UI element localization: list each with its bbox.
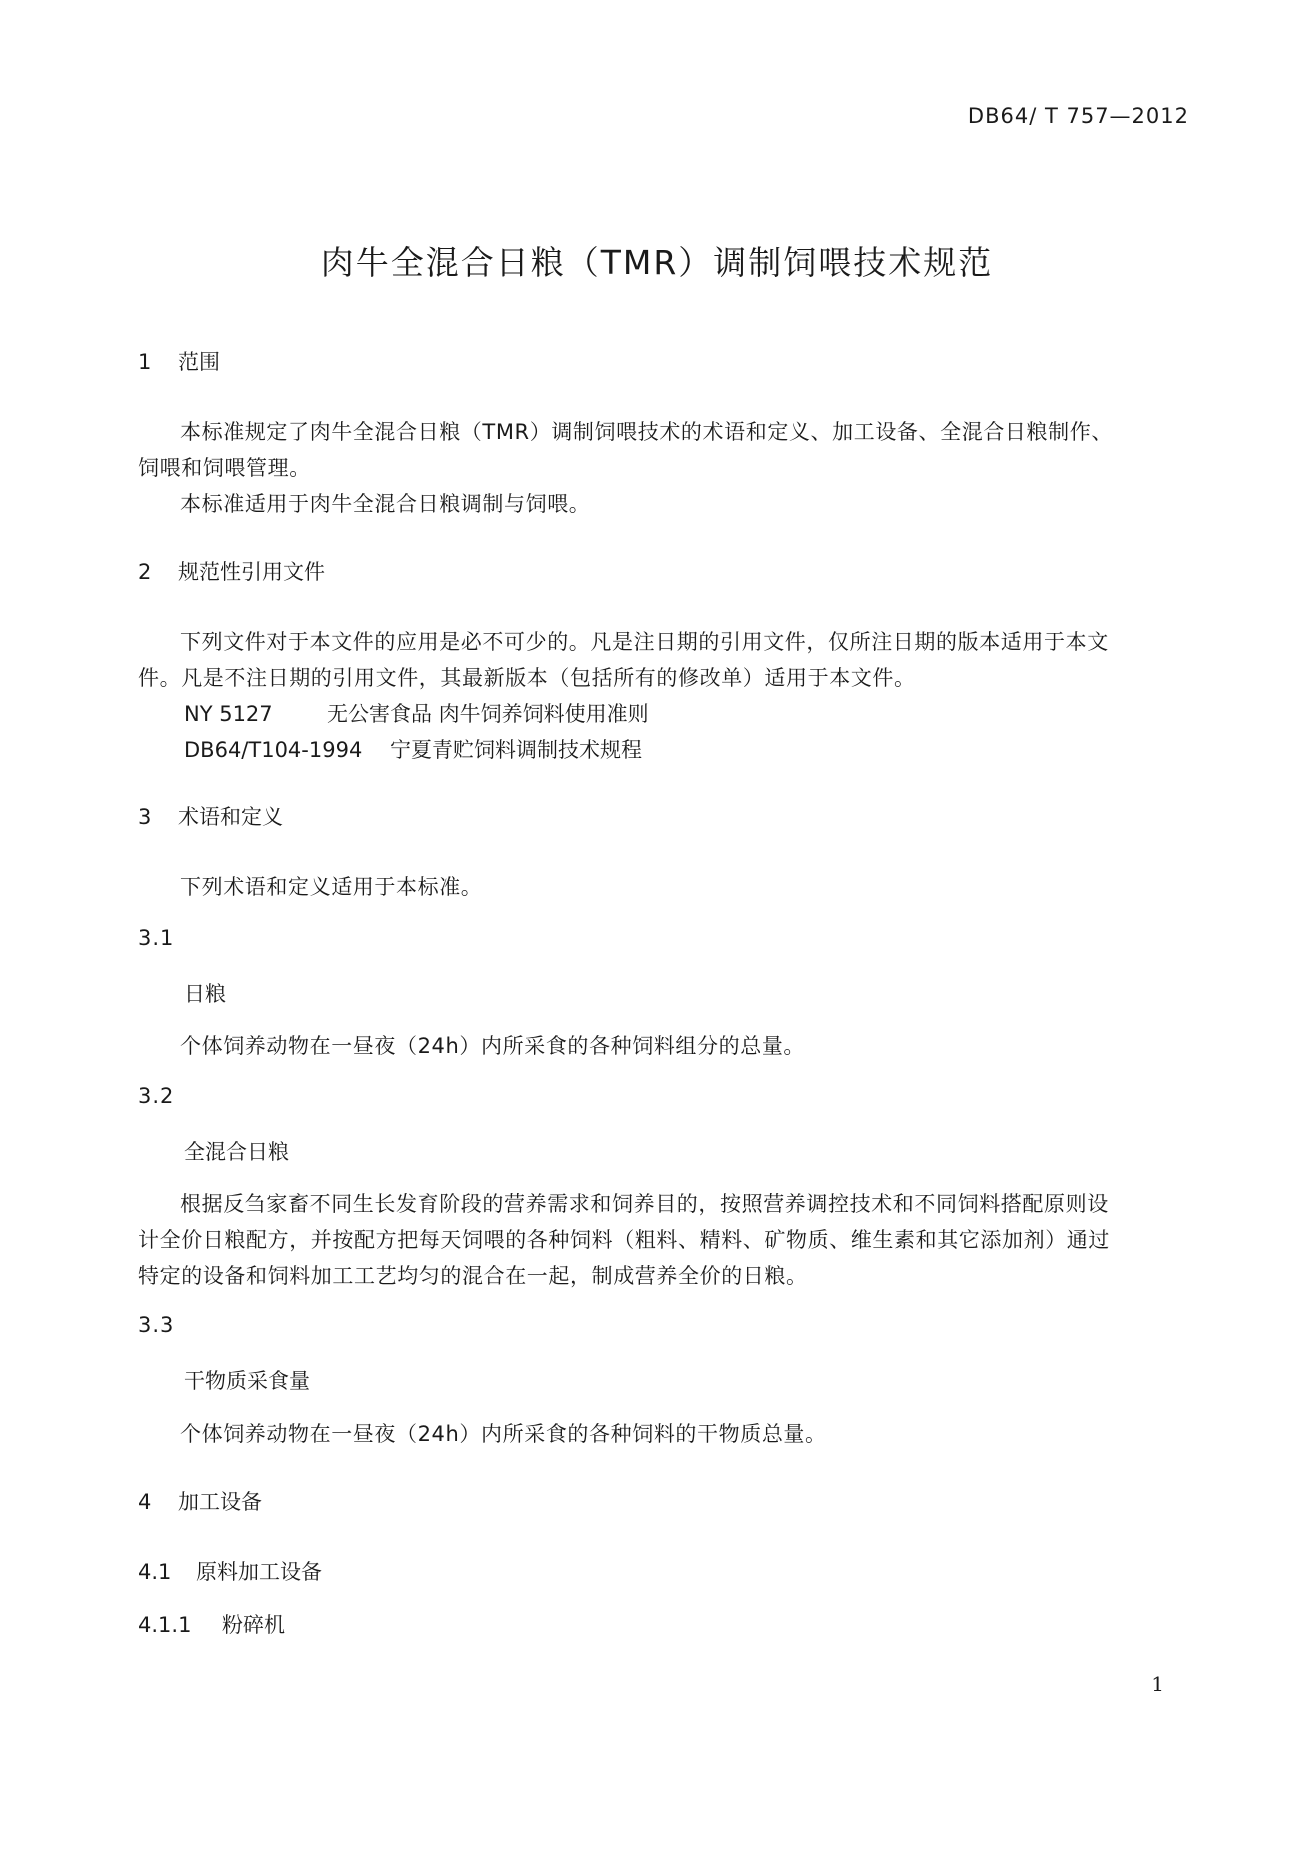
normative-reference [184,698,649,728]
reference-title: 宁夏青贮饲料调制技术规程 [390,738,642,762]
section-1-para-line1: 本标准规定了肉牛全混合日粮（TMR）调制饲喂技术的术语和定义、加工设备、全混合日粮制作、 [180,420,1113,444]
section-title: 范围 [178,350,220,374]
subsection-title: 粉碎机 [222,1613,285,1637]
reference-title: 无公害食品 肉牛饲养饲料使用准则 [327,702,649,726]
reference-code: NY 5127 [184,702,273,726]
section-title: 加工设备 [178,1490,262,1514]
document-title: 肉牛全混合日粮（TMR）调制饲喂技术规范 [320,243,994,282]
section-3-intro: 下列术语和定义适用于本标准。 [180,875,483,899]
term-name: 日粮 [184,982,226,1006]
section-number: 2 [138,560,152,584]
section-2-para-line2: 件。凡是不注日期的引用文件，其最新版本（包括所有的修改单）适用于本文件。 [138,666,916,690]
standard-code: DB64/ T 757—2012 [967,104,1189,128]
subsection-number: 4.1 [138,1560,172,1584]
section-title: 术语和定义 [178,805,283,829]
term-number: 3.2 [138,1084,175,1108]
section-number: 1 [138,350,152,374]
reference-code: DB64/T104-1994 [184,738,363,762]
section-2-heading [138,556,325,586]
subsection-number: 4.1.1 [138,1613,192,1637]
term-definition-line2: 计全价日粮配方，并按配方把每天饲喂的各种饲料（粗料、精料、矿物质、维生素和其它添加剂）通过 [138,1228,1110,1252]
term-name: 全混合日粮 [184,1140,289,1164]
term-definition-line1: 根据反刍家畜不同生长发育阶段的营养需求和饲养目的，按照营养调控技术和不同饲料搭配原则设 [180,1192,1109,1216]
term-number: 3.3 [138,1313,175,1337]
normative-reference [184,734,642,764]
section-4-heading [138,1486,262,1516]
term-name: 干物质采食量 [184,1369,310,1393]
page-number: 1 [1151,1672,1164,1696]
section-2-para-line1: 下列文件对于本文件的应用是必不可少的。凡是注日期的引用文件，仅所注日期的版本适用于本文 [180,630,1109,654]
section-title: 规范性引用文件 [178,560,325,584]
section-number: 4 [138,1490,152,1514]
section-number: 3 [138,805,152,829]
term-definition: 个体饲养动物在一昼夜（24h）内所采食的各种饲料组分的总量。 [180,1034,806,1058]
term-definition: 个体饲养动物在一昼夜（24h）内所采食的各种饲料的干物质总量。 [180,1422,827,1446]
section-3-heading [138,801,283,831]
section-1-para-line2: 饲喂和饲喂管理。 [138,456,311,480]
subsection-4-1-1-heading [138,1609,285,1639]
term-definition-line3: 特定的设备和饲料加工工艺均匀的混合在一起，制成营养全价的日粮。 [138,1264,808,1288]
term-number: 3.1 [138,926,175,950]
subsection-title: 原料加工设备 [196,1560,322,1584]
section-1-para-2: 本标准适用于肉牛全混合日粮调制与饲喂。 [180,492,591,516]
section-1-heading [138,346,220,376]
subsection-4-1-heading [138,1556,322,1586]
